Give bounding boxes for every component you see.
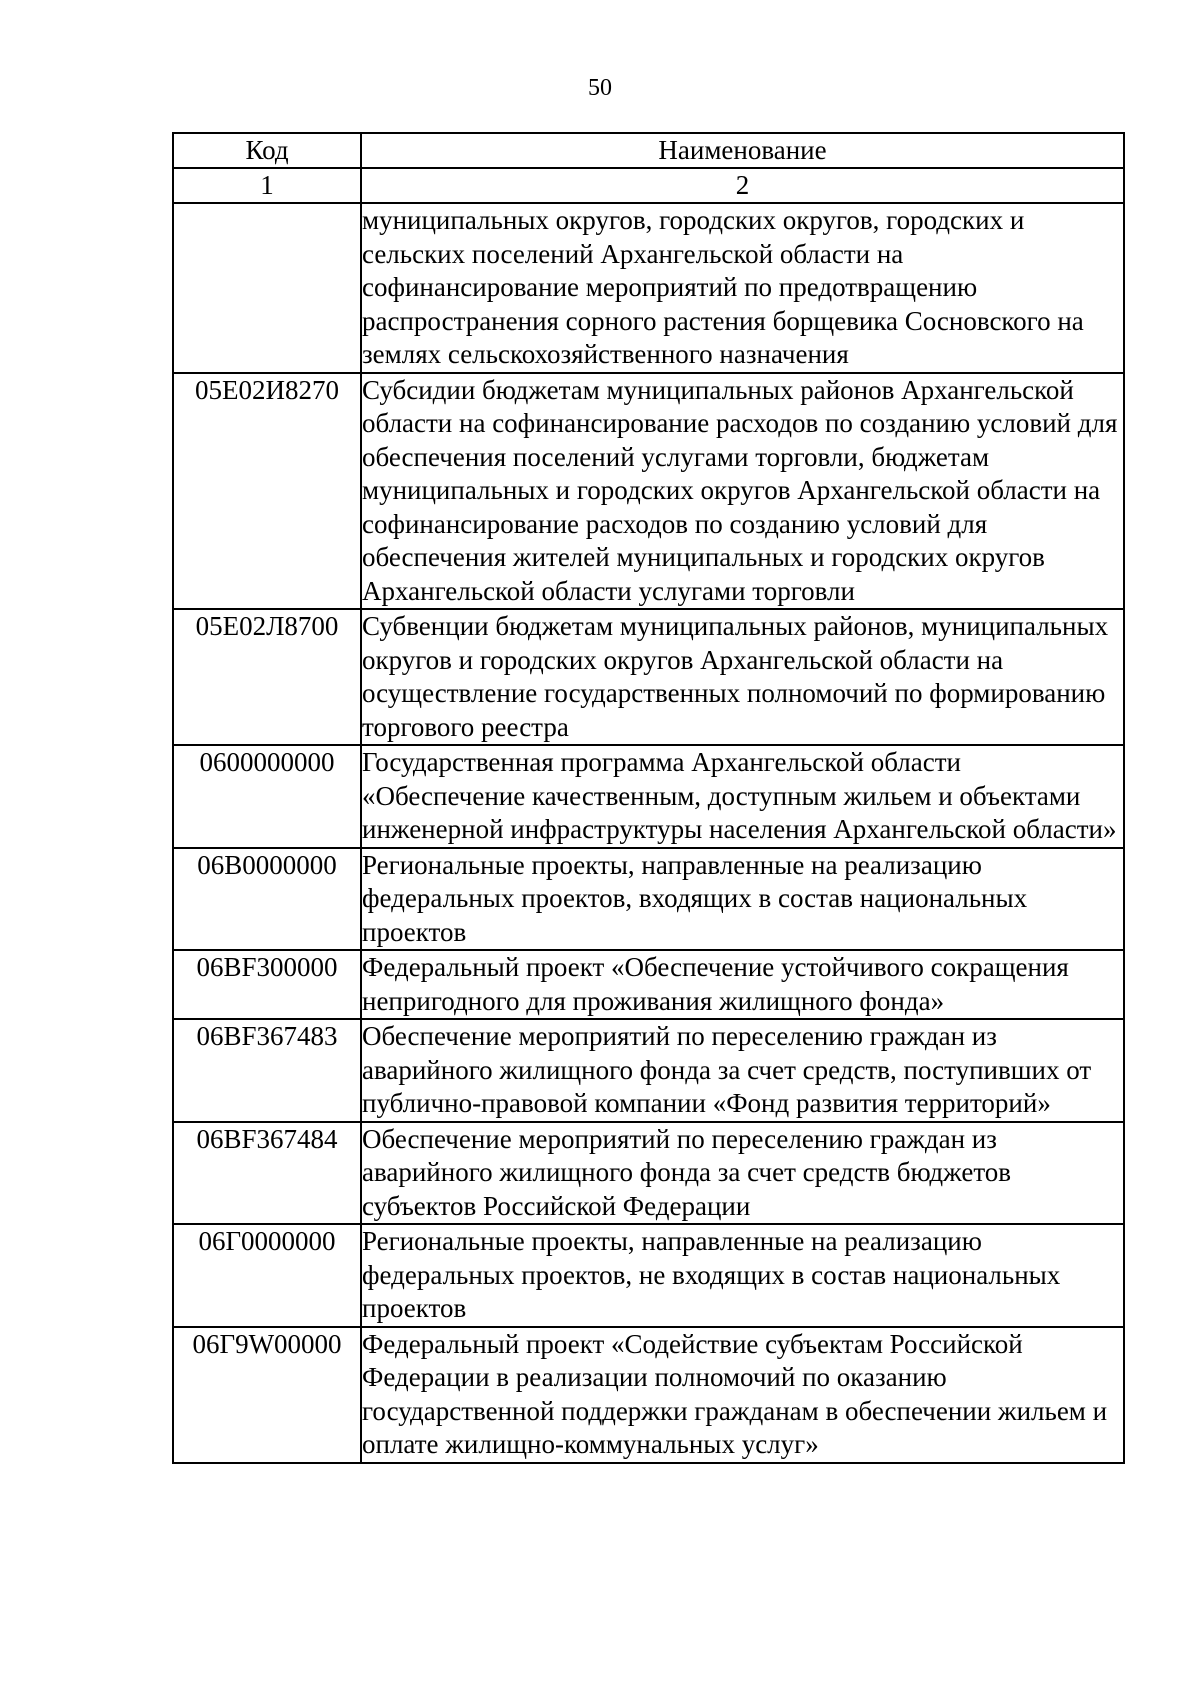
row-name: Государственная программа Архангельской области «Обеспечение качественным, доступным жильем и объектами инженерной инфраструктуры населения Архангельской области» bbox=[361, 745, 1124, 848]
table-row bbox=[173, 609, 1124, 745]
column-number-row bbox=[173, 168, 1124, 203]
page-number: 50 bbox=[588, 75, 612, 101]
row-code: 05Е02Л8700 bbox=[173, 609, 361, 745]
row-code: 06ВF300000 bbox=[173, 950, 361, 1019]
row-name: Субсидии бюджетам муниципальных районов Архангельской области на софинансирование расходов по созданию условий для обеспечения поселений услугами торговли, бюджетам муниципальных и городских округов Архангельской области на софинансирование расходов по созданию условий для обеспечения жителей муниципальных и городских округов Архангельской области услугами торговли bbox=[361, 373, 1124, 610]
table-row bbox=[173, 1019, 1124, 1122]
row-name: Федеральный проект «Содействие субъектам Российской Федерации в реализации полномочий по оказанию государственной поддержки гражданам в обеспечении жильем и оплате жилищно-коммунальных услуг» bbox=[361, 1327, 1124, 1463]
row-name: Федеральный проект «Обеспечение устойчивого сокращения непригодного для проживания жилищного фонда» bbox=[361, 950, 1124, 1019]
row-code bbox=[173, 203, 361, 373]
row-code: 06В0000000 bbox=[173, 848, 361, 951]
row-code: 05Е02И8270 bbox=[173, 373, 361, 610]
row-name: Обеспечение мероприятий по переселению граждан из аварийного жилищного фонда за счет средств бюджетов субъектов Российской Федерации bbox=[361, 1122, 1124, 1225]
table-row bbox=[173, 1224, 1124, 1327]
header-code: Код bbox=[173, 133, 361, 168]
row-code: 06ВF367483 bbox=[173, 1019, 361, 1122]
table-row bbox=[173, 1327, 1124, 1463]
row-name: Обеспечение мероприятий по переселению граждан из аварийного жилищного фонда за счет средств, поступивших от публично-правовой компании «Фонд развития территорий» bbox=[361, 1019, 1124, 1122]
row-code: 06Г0000000 bbox=[173, 1224, 361, 1327]
row-name: Региональные проекты, направленные на реализацию федеральных проектов, не входящих в состав национальных проектов bbox=[361, 1224, 1124, 1327]
table-row bbox=[173, 950, 1124, 1019]
row-name: Субвенции бюджетам муниципальных районов, муниципальных округов и городских округов Архангельской области на осуществление государственных полномочий по формированию торгового реестра bbox=[361, 609, 1124, 745]
row-code: 06ВF367484 bbox=[173, 1122, 361, 1225]
table-row bbox=[173, 203, 1124, 373]
table-header-row bbox=[173, 133, 1124, 168]
row-code: 0600000000 bbox=[173, 745, 361, 848]
table-row bbox=[173, 1122, 1124, 1225]
table-row bbox=[173, 373, 1124, 610]
budget-code-table bbox=[172, 132, 1125, 1464]
column-number-1: 1 bbox=[173, 168, 361, 203]
column-number-2: 2 bbox=[361, 168, 1124, 203]
table-row bbox=[173, 848, 1124, 951]
row-name: Региональные проекты, направленные на реализацию федеральных проектов, входящих в состав национальных проектов bbox=[361, 848, 1124, 951]
header-name: Наименование bbox=[361, 133, 1124, 168]
row-name: муниципальных округов, городских округов, городских и сельских поселений Архангельской области на софинансирование мероприятий по предотвращению распространения сорного растения борщевика Сосновского на землях сельскохозяйственного назначения bbox=[361, 203, 1124, 373]
table-row bbox=[173, 745, 1124, 848]
row-code: 06Г9W00000 bbox=[173, 1327, 361, 1463]
